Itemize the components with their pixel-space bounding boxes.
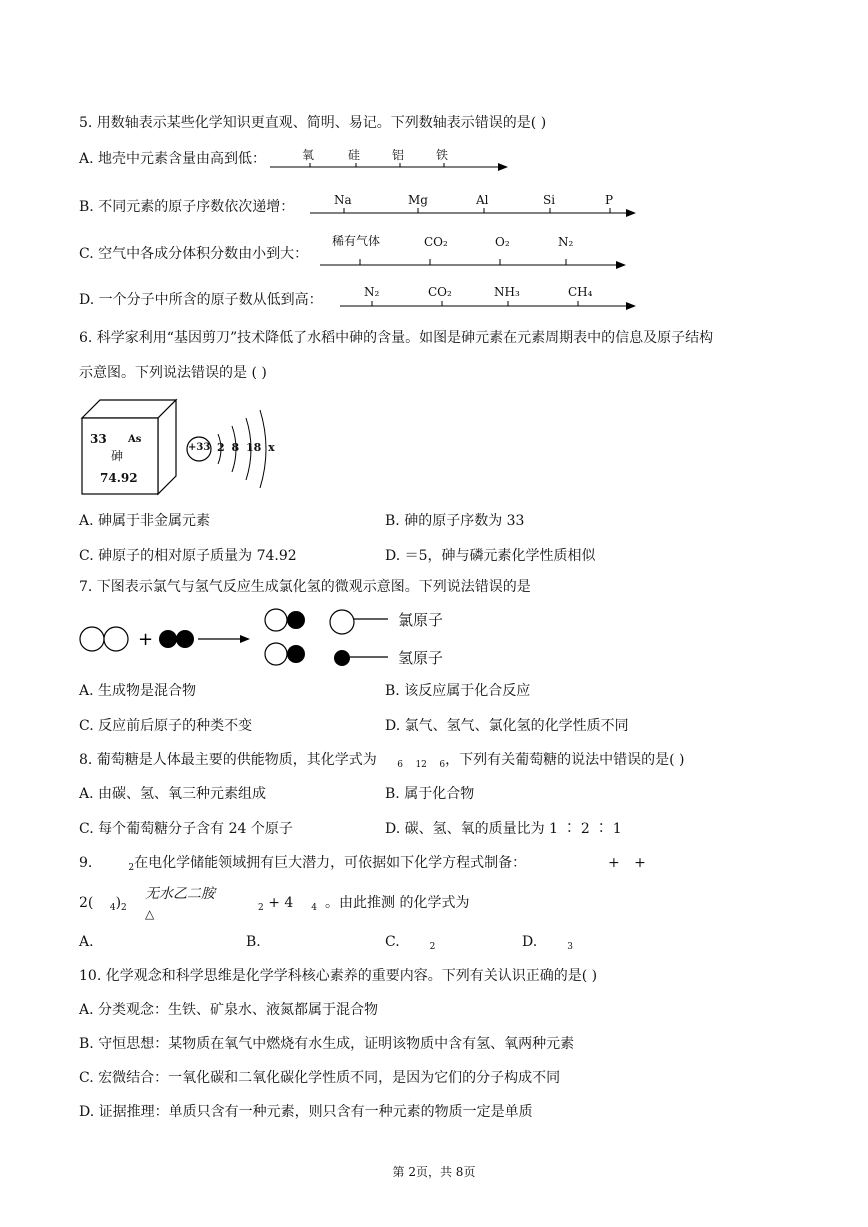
q8-option-d: D. 碳、氢、氧的质量比为 1 ∶ 2 ∶ 1 [385,821,622,837]
q8-sub-o: 6 [439,760,446,770]
q6-option-c: C. 砷原子的相对原子质量为 74.92 [79,548,297,564]
q9-equation-right [258,893,469,918]
q6-option-a: A. 砷属于非金属元素 [79,513,211,529]
q7-option-b: B. 该反应属于化合反应 [385,683,531,699]
axis-b-label-4: Si [543,193,556,207]
q9-eq-sub2: 2 [121,903,127,913]
legend-hydrogen-atom: 氢原子 [398,649,444,667]
q9-eq-right-sub2: 2 [258,903,264,913]
q5-axis-a [270,146,510,176]
q9-eq-sub4: 4 [109,903,116,913]
svg-text:+: + [138,629,154,650]
q5-option-c: C. 空气中各成分体积分数由小到大： [79,246,309,262]
q9-eq-close: ) [115,895,122,911]
axis-c-label-2: CO₂ [424,235,448,249]
q9-eq-left: 2( [79,895,98,911]
q6-option-b: B. 砷的原子序数为 33 [385,513,525,529]
q9-condition: 无水乙二胺 [145,886,215,902]
q9-option-d-sub: 3 [567,942,573,952]
q5-stem: 5. 用数轴表示某些化学知识更直观、简明、易记。下列数轴表示错误的是( ) [79,115,547,131]
q7-option-c: C. 反应前后原子的种类不变 [79,718,253,734]
axis-c-label-3: O₂ [495,235,510,249]
q8-option-a: A. 由碳、氢、氧三种元素组成 [79,786,267,802]
q7-stem: 7. 下图表示氯气与氢气反应生成氯化氢的微观示意图。下列说法错误的是 [79,579,531,595]
q9-option-b: B. [246,934,261,950]
axis-c-label-1: 稀有气体 [332,234,381,248]
legend-chlorine-atom: 氯原子 [398,611,444,629]
q10-option-b: B. 守恒思想：某物质在氧气中燃烧有水生成，证明该物质中含有氢、氧两种元素 [79,1036,575,1052]
q5-axis-c [320,232,630,272]
cell-atomic-mass: 74.92 [100,471,138,485]
page-footer: 第 2页，共 8页 [392,1165,476,1179]
electron-shells: 2 8 18 x [217,441,275,454]
q9-stem [79,853,526,878]
axis-c-label-4: N₂ [558,235,574,249]
q6-stem-line2: 示意图。下列说法错误的是 ( ) [79,365,267,381]
q8-sub-c: 6 [397,760,403,770]
q5-option-d: D. 一个分子中所含的原子数从低到高： [79,292,323,308]
q9-plus-signs: + + [608,855,646,871]
q10-option-c: C. 宏微结合：一氧化碳和二氧化碳化学性质不同，是因为它们的分子构成不同 [79,1070,561,1086]
q9-eq-tail: 。由此推测 的化学式为 [325,895,470,911]
cell-atomic-number: 33 [90,432,107,446]
axis-b-label-5: P [605,193,614,207]
q9-number: 9. [79,855,93,871]
axis-a-label-1: 氧 [302,148,315,162]
q8-option-c: C. 每个葡萄糖分子含有 24 个原子 [79,821,293,837]
q5-option-a: A. 地壳中元素含量由高到低： [79,151,267,167]
q8-stem-part2: ，下列有关葡萄糖的说法中错误的是( ) [445,752,685,768]
q7-option-a: A. 生成物是混合物 [79,683,197,699]
q8-option-b: B. 属于化合物 [385,786,475,802]
axis-d-label-3: NH₃ [494,285,520,299]
q10-option-a: A. 分类观念：生铁、矿泉水、液氮都属于混合物 [79,1002,379,1018]
q9-formula-sub: 2 [128,863,135,873]
q9-eq-right: + 4 [268,895,294,911]
axis-b-label-1: Na [334,193,352,207]
q5-option-b: B. 不同元素的原子序数依次递增： [79,199,295,215]
q9-equation [79,893,127,918]
q7-option-d: D. 氯气、氢气、氯化氢的化学性质不同 [385,718,629,734]
q9-stem-text: 在电化学储能领域拥有巨大潜力，可依据如下化学方程式制备： [134,855,527,871]
q9-option-c-label: C. [385,934,400,950]
nucleus-charge: +33 [188,442,211,453]
q8-stem-part1: 8. 葡萄糖是人体最主要的供能物质，其化学式为 [79,752,377,768]
axis-a-label-4: 铁 [436,148,449,162]
q9-eq-right-sub4: 4 [311,903,318,913]
q8-sub-h: 12 [415,760,427,770]
axis-a-label-3: 铝 [392,148,405,162]
q6-option-d: D. ＝5，砷与磷元素化学性质相似 [385,548,596,564]
axis-b-label-2: Mg [408,193,428,207]
reaction-diagram [78,604,478,674]
q9-heat-symbol: △ [145,907,155,921]
q9-option-c-sub: 2 [429,942,436,952]
q5-axis-d [340,283,640,315]
axis-d-label-2: CO₂ [428,285,452,299]
q8-stem [79,750,684,775]
cell-name: 砷 [111,449,124,463]
axis-d-label-4: CH₄ [568,285,593,299]
q10-stem: 10. 化学观念和科学思维是化学学科核心素养的重要内容。下列有关认识正确的是( ) [79,968,598,984]
axis-b-label-3: Al [476,193,489,207]
q10-option-d: D. 证据推理：单质只含有一种元素，则只含有一种元素的物质一定是单质 [79,1104,533,1120]
q9-option-c [385,932,435,957]
q5-axis-b [310,191,640,221]
periodic-cell-figure [80,398,180,498]
q9-option-a: A. [79,934,94,950]
axis-a-label-2: 硅 [348,148,361,162]
atom-structure-figure [184,404,280,488]
axis-d-label-1: N₂ [364,285,380,299]
q6-stem-line1: 6. 科学家利用“基因剪刀”技术降低了水稻中砷的含量。如图是砷元素在元素周期表中的信息及原子结构 [79,330,714,346]
cell-symbol: As [128,434,142,445]
q9-option-d [522,932,573,957]
q9-option-d-label: D. [522,934,538,950]
